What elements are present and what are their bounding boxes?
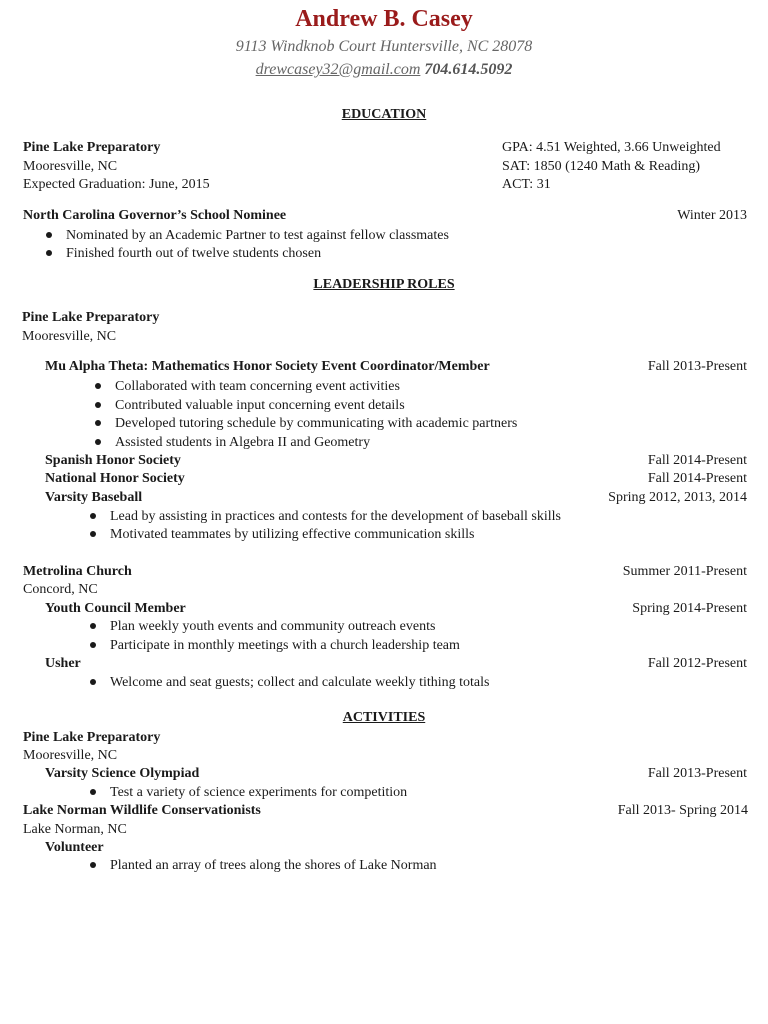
bullet-icon — [90, 513, 96, 519]
youth-council-member: Youth Council Member — [45, 601, 186, 616]
list-item: Collaborated with team concerning event activities — [95, 378, 400, 396]
varsity-science-olympiad-date: Fall 2013-Present — [647, 766, 747, 781]
bullet-icon — [90, 623, 96, 629]
leadership-org2-location: Concord, NC — [23, 582, 98, 597]
education-location: Mooresville, NC — [23, 159, 118, 174]
list-item: Developed tutoring schedule by communicating with academic partners — [95, 415, 517, 433]
bullet-icon — [90, 531, 96, 537]
national-honor-society: National Honor Society — [45, 471, 185, 486]
section-title-education: EDUCATION — [341, 107, 427, 122]
mu-alpha-theta-date: Fall 2013-Present — [647, 359, 747, 374]
list-item: Contributed valuable input concerning event details — [95, 397, 405, 415]
list-item: Nominated by an Academic Partner to test against fellow classmates — [46, 227, 449, 245]
varsity-science-olympiad: Varsity Science Olympiad — [45, 766, 200, 781]
bullet-icon — [95, 420, 101, 426]
bullet-icon — [46, 250, 52, 256]
volunteer: Volunteer — [45, 840, 104, 855]
activities-org2-date: Fall 2013- Spring 2014 — [617, 803, 748, 818]
mu-alpha-theta-title: Mu Alpha Theta: Mathematics Honor Society Event Coordinator/Member — [45, 359, 490, 374]
email-link[interactable]: drewcasey32@gmail.com — [255, 61, 421, 78]
leadership-org1-location: Mooresville, NC — [22, 329, 117, 344]
bullet-icon — [95, 439, 101, 445]
bullet-icon — [90, 862, 96, 868]
leadership-org2-date: Summer 2011-Present — [622, 564, 747, 579]
activities-org1-location: Mooresville, NC — [23, 748, 118, 763]
list-item: Assisted students in Algebra II and Geometry — [95, 434, 370, 452]
youth-council-member-date: Spring 2014-Present — [632, 601, 747, 616]
education-school: Pine Lake Preparatory — [23, 140, 161, 155]
education-gpa: GPA: 4.51 Weighted, 3.66 Unweighted — [502, 140, 721, 155]
list-item: Finished fourth out of twelve students chosen — [46, 245, 321, 263]
spanish-honor-society: Spanish Honor Society — [45, 453, 181, 468]
list-item: Lead by assisting in practices and contests for the development of baseball skills — [90, 508, 561, 526]
address: 9113 Windknob Court Huntersville, NC 28078 — [235, 38, 533, 55]
activities-org1: Pine Lake Preparatory — [23, 730, 161, 745]
section-title-activities: ACTIVITIES — [342, 710, 426, 725]
list-item: Plan weekly youth events and community outreach events — [90, 618, 435, 636]
education-graduation: Expected Graduation: June, 2015 — [23, 177, 210, 192]
spanish-honor-society-date: Fall 2014-Present — [647, 453, 747, 468]
usher: Usher — [45, 656, 81, 671]
education-sat: SAT: 1850 (1240 Math & Reading) — [502, 159, 701, 174]
varsity-baseball: Varsity Baseball — [45, 490, 143, 505]
phone-number: 704.614.5092 — [424, 61, 513, 78]
bullet-icon — [90, 679, 96, 685]
resume-name: Andrew B. Casey — [295, 6, 473, 32]
honor-title: North Carolina Governor’s School Nominee — [23, 208, 287, 223]
bullet-icon — [90, 789, 96, 795]
usher-date: Fall 2012-Present — [647, 656, 747, 671]
varsity-baseball-date: Spring 2012, 2013, 2014 — [608, 490, 747, 505]
bullet-icon — [95, 402, 101, 408]
leadership-org1: Pine Lake Preparatory — [22, 310, 160, 325]
bullet-icon — [90, 642, 96, 648]
contact-line — [0, 61, 768, 79]
national-honor-society-date: Fall 2014-Present — [647, 471, 747, 486]
honor-date: Winter 2013 — [677, 208, 747, 223]
list-item: Motivated teammates by utilizing effective communication skills — [90, 526, 474, 544]
list-item: Welcome and seat guests; collect and calculate weekly tithing totals — [90, 674, 489, 692]
leadership-org2: Metrolina Church — [23, 564, 132, 579]
list-item: Participate in monthly meetings with a church leadership team — [90, 637, 460, 655]
list-item: Test a variety of science experiments for competition — [90, 784, 407, 802]
bullet-icon — [95, 383, 101, 389]
activities-org2: Lake Norman Wildlife Conservationists — [23, 803, 261, 818]
list-item: Planted an array of trees along the shores of Lake Norman — [90, 857, 437, 875]
bullet-icon — [46, 232, 52, 238]
section-title-leadership: LEADERSHIP ROLES — [313, 277, 455, 292]
education-act: ACT: 31 — [502, 177, 551, 192]
activities-org2-location: Lake Norman, NC — [23, 822, 127, 837]
